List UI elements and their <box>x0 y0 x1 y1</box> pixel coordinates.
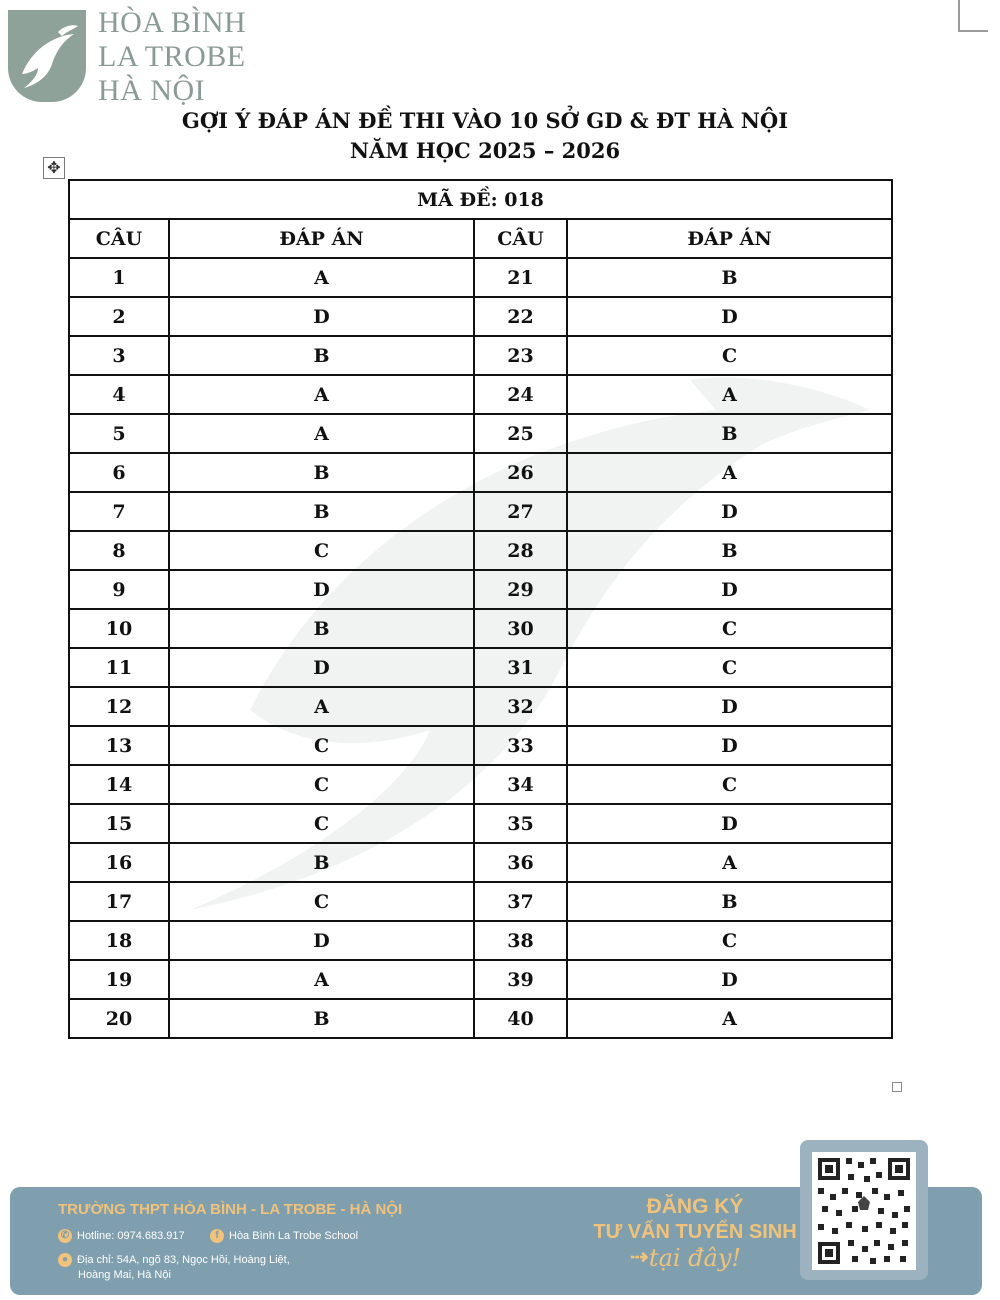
register-cta[interactable] <box>580 1195 810 1272</box>
question-number: 13 <box>69 726 169 765</box>
question-number: 30 <box>474 609 567 648</box>
answer: B <box>169 609 474 648</box>
table-row <box>69 258 892 297</box>
question-number: 12 <box>69 687 169 726</box>
cta-here: tại đây! <box>648 1244 742 1272</box>
answer: A <box>169 414 474 453</box>
question-number: 5 <box>69 414 169 453</box>
table-resize-handle[interactable] <box>892 1082 902 1092</box>
question-number: 31 <box>474 648 567 687</box>
question-number: 8 <box>69 531 169 570</box>
question-number: 27 <box>474 492 567 531</box>
answer: B <box>567 258 892 297</box>
question-number: 6 <box>69 453 169 492</box>
question-number: 1 <box>69 258 169 297</box>
answer: B <box>169 336 474 375</box>
question-number: 29 <box>474 570 567 609</box>
table-row <box>69 843 892 882</box>
table-row <box>69 492 892 531</box>
cta-consult: TƯ VẤN TUYỂN SINH <box>593 1221 797 1243</box>
answer-table <box>68 179 893 1039</box>
facebook-text: Hòa Bình La Trobe School <box>229 1229 359 1242</box>
crop-mark <box>958 0 988 32</box>
question-number: 7 <box>69 492 169 531</box>
question-number: 35 <box>474 804 567 843</box>
answer: C <box>169 765 474 804</box>
question-number: 26 <box>474 453 567 492</box>
header-question: CÂU <box>69 219 169 258</box>
table-row <box>69 609 892 648</box>
table-row <box>69 960 892 999</box>
arrow-right-icon: ⇢ <box>630 1244 649 1269</box>
table-row <box>69 297 892 336</box>
bird-logo-icon <box>8 10 86 102</box>
answer: C <box>567 609 892 648</box>
question-number: 36 <box>474 843 567 882</box>
question-number: 40 <box>474 999 567 1038</box>
footer-hotline[interactable] <box>58 1229 185 1243</box>
question-number: 16 <box>69 843 169 882</box>
question-number: 21 <box>474 258 567 297</box>
header-answer: ĐÁP ÁN <box>169 219 474 258</box>
question-number: 4 <box>69 375 169 414</box>
question-number: 20 <box>69 999 169 1038</box>
question-number: 14 <box>69 765 169 804</box>
question-number: 39 <box>474 960 567 999</box>
answer: D <box>567 960 892 999</box>
footer-school-name: TRƯỜNG THPT HÒA BÌNH - LA TROBE - HÀ NỘI <box>58 1201 403 1218</box>
question-number: 24 <box>474 375 567 414</box>
document-title: GỢI Ý ĐÁP ÁN ĐỀ THI VÀO 10 SỞ GD & ĐT HÀ NỘI <box>181 108 789 133</box>
answer: A <box>169 960 474 999</box>
answer: A <box>567 999 892 1038</box>
answer: A <box>169 687 474 726</box>
answer: C <box>567 765 892 804</box>
location-pin-icon: ● <box>58 1253 72 1267</box>
logo-line-3: HÀ NỘI <box>98 74 206 107</box>
answer: D <box>169 570 474 609</box>
table-row <box>69 765 892 804</box>
question-number: 34 <box>474 765 567 804</box>
question-number: 9 <box>69 570 169 609</box>
answer: A <box>169 258 474 297</box>
table-row <box>69 531 892 570</box>
question-number: 23 <box>474 336 567 375</box>
answer: D <box>169 921 474 960</box>
answer: D <box>567 804 892 843</box>
exam-code: MÃ ĐỀ: 018 <box>69 180 892 219</box>
answer: A <box>567 453 892 492</box>
document-subtitle: NĂM HỌC 2025 – 2026 <box>349 138 621 163</box>
question-number: 17 <box>69 882 169 921</box>
answer: B <box>567 414 892 453</box>
question-number: 22 <box>474 297 567 336</box>
answer: C <box>567 921 892 960</box>
question-number: 11 <box>69 648 169 687</box>
table-row <box>69 453 892 492</box>
table-row <box>69 804 892 843</box>
answer: D <box>169 297 474 336</box>
question-number: 10 <box>69 609 169 648</box>
answer: C <box>169 726 474 765</box>
answer: C <box>169 882 474 921</box>
question-number: 3 <box>69 336 169 375</box>
logo-wordmark <box>98 6 246 108</box>
answer: D <box>567 687 892 726</box>
answer: D <box>567 297 892 336</box>
table-row <box>69 726 892 765</box>
question-number: 38 <box>474 921 567 960</box>
header-question: CÂU <box>474 219 567 258</box>
table-row <box>69 648 892 687</box>
answer: B <box>567 882 892 921</box>
table-row <box>69 336 892 375</box>
answer: C <box>169 531 474 570</box>
address-line-1: Địa chỉ: 54A, ngõ 83, Ngọc Hồi, Hoàng Liệt, <box>77 1253 290 1266</box>
answer: B <box>169 999 474 1038</box>
table-row <box>69 882 892 921</box>
question-number: 25 <box>474 414 567 453</box>
question-number: 28 <box>474 531 567 570</box>
answer: D <box>567 492 892 531</box>
phone-icon: ✆ <box>58 1229 72 1243</box>
answer: D <box>169 648 474 687</box>
answer: A <box>567 375 892 414</box>
question-number: 2 <box>69 297 169 336</box>
question-number: 33 <box>474 726 567 765</box>
table-row <box>69 570 892 609</box>
answer: C <box>169 804 474 843</box>
table-row <box>69 999 892 1038</box>
answer: D <box>567 726 892 765</box>
answer: C <box>567 648 892 687</box>
hotline-text: Hotline: 0974.683.917 <box>77 1229 185 1242</box>
answer: A <box>169 375 474 414</box>
table-row <box>69 414 892 453</box>
address-line-2: Hoàng Mai, Hà Nội <box>78 1269 171 1281</box>
answer: D <box>567 570 892 609</box>
question-number: 32 <box>474 687 567 726</box>
table-row <box>69 687 892 726</box>
footer-facebook[interactable] <box>210 1229 358 1243</box>
question-number: 15 <box>69 804 169 843</box>
school-logo <box>8 10 86 102</box>
answer: B <box>169 492 474 531</box>
answer: B <box>169 843 474 882</box>
answer: B <box>567 531 892 570</box>
footer-address <box>58 1253 290 1267</box>
logo-line-2: LA TROBE <box>98 40 246 73</box>
qr-code-icon[interactable] <box>812 1152 916 1270</box>
answer: B <box>169 453 474 492</box>
header-answer: ĐÁP ÁN <box>567 219 892 258</box>
question-number: 19 <box>69 960 169 999</box>
cta-register: ĐĂNG KÝ <box>646 1195 744 1218</box>
table-header-row <box>69 219 892 258</box>
question-number: 18 <box>69 921 169 960</box>
table-row <box>69 921 892 960</box>
question-number: 37 <box>474 882 567 921</box>
table-move-handle-icon[interactable]: ✥ <box>43 157 65 179</box>
table-row <box>69 375 892 414</box>
answer: C <box>567 336 892 375</box>
facebook-icon: f <box>210 1229 224 1243</box>
logo-line-1: HÒA BÌNH <box>98 6 247 39</box>
answer: A <box>567 843 892 882</box>
